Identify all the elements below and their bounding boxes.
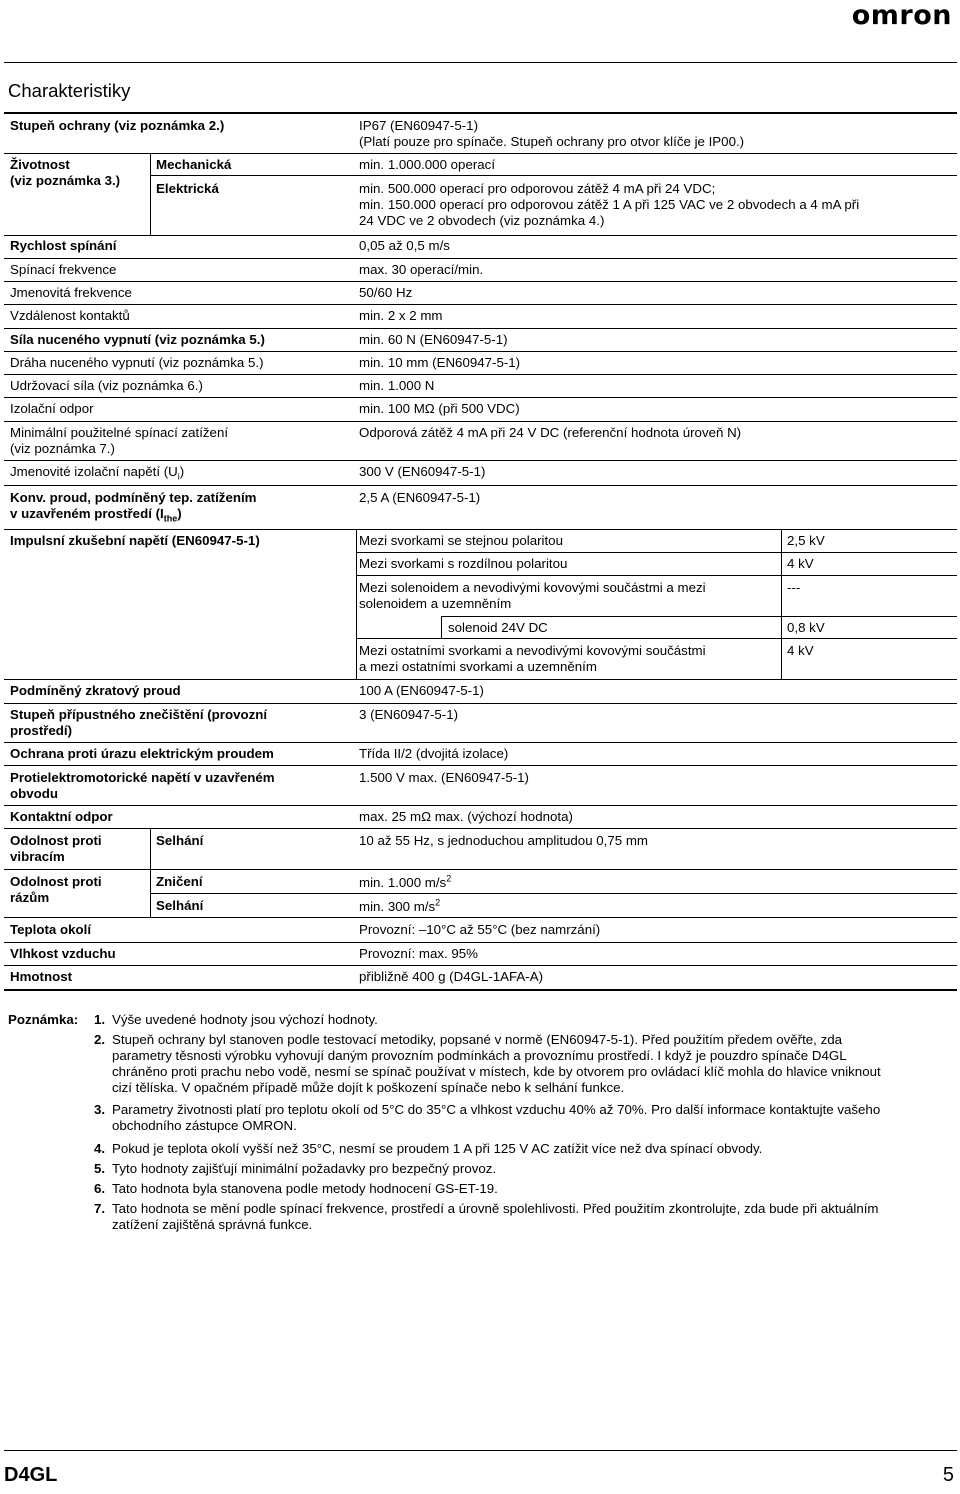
row-subdivider (150, 175, 957, 176)
row-label: Hmotnost (10, 969, 73, 984)
row-label: Vlhkost vzduchu (10, 946, 116, 961)
row-divider (4, 917, 957, 918)
row-divider (4, 965, 957, 966)
row-label: Jmenovitá frekvence (10, 285, 132, 300)
row-value: 50/60 Hz (359, 285, 413, 300)
row-label: Stupeň přípustného znečištění (provozní (10, 707, 268, 722)
row-label: Ochrana proti úrazu elektrickým proudem (10, 746, 274, 761)
row-divider (4, 258, 957, 259)
row-divider (4, 765, 957, 766)
row-label: Kontaktní odpor (10, 809, 113, 824)
row-divider (4, 703, 957, 704)
impulse-value: 4 kV (787, 556, 814, 571)
row-label: Podmíněný zkratový proud (10, 683, 181, 698)
row-value: Odporová zátěž 4 mA při 24 V DC (referenční hodnota úroveň N) (359, 425, 742, 440)
note-item: 7. Tato hodnota se mění podle spínací frekvence, prostředí a úrovně spolehlivosti. Před použitím zkontrolujte, zda bude při aktuálním zatížení zajištěná správná funkce. (94, 1201, 879, 1232)
row-divider (4, 351, 957, 352)
row-label: Vzdálenost kontaktů (10, 308, 130, 323)
row-value: Provozní: max. 95% (359, 946, 478, 961)
row-value: 300 V (EN60947-5-1) (359, 464, 486, 479)
row-label: rázům (10, 890, 50, 905)
row-value: min. 1.000 $m/s^2$ (359, 873, 452, 890)
row-divider (4, 828, 957, 829)
impulse-condition: Mezi svorkami s rozdílnou polaritou (359, 556, 568, 571)
row-value: 3 (EN60947-5-1) (359, 707, 459, 722)
impulse-condition: Mezi ostatními svorkami a nevodivými kovovými součástmi (359, 643, 706, 658)
row-value: min. 1.000 N (359, 378, 435, 393)
row-label: Minimální použitelné spínací zatížení (10, 425, 229, 440)
row-divider (4, 460, 957, 461)
row-label: Síla nuceného vypnutí (viz poznámka 5.) (10, 332, 265, 347)
row-sublabel: Zničení (156, 874, 203, 889)
row-divider (4, 304, 957, 305)
col-divider (150, 829, 151, 917)
impulse-condition: Mezi solenoidem a nevodivými kovovými součástmi a mezi (359, 580, 706, 595)
row-divider (4, 869, 957, 870)
note-item: 2. Stupeň ochrany byl stanoven podle testovací metodiky, popsané v normě (EN60947-5-1). Před použitím předem ověřte, zda parametry těsnosti výrobku vyhovují daným provozním podmínkách a provoznímu prostředí. I když je pouzdro spínače D4GL chráněno proti prachu nebo vodě, nesmí se spínač používat v místech, kde by otvorem pro ovládací klíč mohla do hlavice vniknout cizí tělíska. V opačném případě může dojít k poškození spínače nebo k selhání funkce. (94, 1032, 881, 1095)
row-subdivider (356, 638, 957, 639)
row-sublabel: Selhání (156, 833, 204, 848)
row-divider (4, 328, 957, 329)
row-label: Spínací frekvence (10, 262, 117, 277)
row-value: min. 2 x 2 mm (359, 308, 443, 323)
impulse-condition: solenoid 24V DC (448, 620, 548, 635)
col-divider (441, 616, 442, 638)
row-value: max. 25 mΩ max. (výchozí hodnota) (359, 809, 573, 824)
row-sublabel: Selhání (156, 898, 204, 913)
row-divider (4, 742, 957, 743)
row-value: min. 10 mm (EN60947-5-1) (359, 355, 521, 370)
row-divider (4, 397, 957, 398)
row-divider (4, 421, 957, 422)
impulse-value: --- (787, 580, 801, 595)
row-value: min. 300 $m/s^2$ (359, 897, 441, 914)
impulse-value: 0,8 kV (787, 620, 825, 635)
page-number: 5 (942, 1464, 954, 1486)
row-label: Životnost (10, 157, 70, 172)
row-label: Stupeň ochrany (viz poznámka 2.) (10, 118, 225, 133)
row-label: prostředí) (10, 723, 73, 738)
note-item: 3. Parametry životnosti platí pro teplotu okolí od 5°C do 35°C a vlhkost vzduchu 40% až 70%. Pro další informace kontaktujte vašeho obchodního zástupce OMRON. (94, 1102, 881, 1133)
row-label: Impulsní zkušební napětí (EN60947-5-1) (10, 533, 260, 548)
row-label: (viz poznámka 7.) (10, 441, 115, 456)
row-value: 0,05 až 0,5 m/s (359, 238, 450, 253)
row-divider (4, 805, 957, 806)
note-item: 6. Tato hodnota byla stanovena podle metody hodnocení GS-ET-19. (94, 1181, 498, 1196)
row-divider (4, 679, 957, 680)
row-divider (4, 235, 957, 236)
row-label: Dráha nuceného vypnutí (viz poznámka 5.) (10, 355, 264, 370)
table-bottom-border (4, 989, 957, 991)
footer-rule (4, 1450, 957, 1451)
impulse-condition: a mezi ostatními svorkami a uzemněním (359, 659, 597, 674)
row-value: min. 500.000 operací pro odporovou zátěž 4 mA při 24 VDC; (359, 181, 716, 196)
row-sublabel: Elektrická (156, 181, 219, 196)
row-divider (4, 374, 957, 375)
row-divider (4, 942, 957, 943)
row-label: v uzavřeném prostředí $(I_{the})$ (10, 506, 182, 524)
row-value: 1.500 V max. (EN60947-5-1) (359, 770, 529, 785)
row-divider (4, 529, 957, 530)
row-label: Udržovací síla (viz poznámka 6.) (10, 378, 203, 393)
row-subdivider (441, 616, 957, 617)
row-label: vibracím (10, 849, 65, 864)
row-value: 10 až 55 Hz, s jednoduchou amplitudou 0,75 mm (359, 833, 649, 848)
row-sublabel: Mechanická (156, 157, 232, 172)
row-value: 2,5 A (EN60947-5-1) (359, 490, 481, 505)
row-value: 100 A (EN60947-5-1) (359, 683, 484, 698)
row-value: max. 30 operací/min. (359, 262, 484, 277)
row-subdivider (356, 575, 957, 576)
row-divider (4, 153, 957, 154)
row-label: obvodu (10, 786, 59, 801)
row-value: (Platí pouze pro spínače. Stupeň ochrany pro otvor klíče je IP00.) (359, 134, 745, 149)
impulse-value: 2,5 kV (787, 533, 825, 548)
row-label: Odolnost proti (10, 874, 102, 889)
row-value: přibližně 400 g (D4GL-1AFA-A) (359, 969, 544, 984)
row-label: Odolnost proti (10, 833, 102, 848)
section-title: Charakteristiky (8, 80, 131, 101)
note-item: 5. Tyto hodnoty zajišťují minimální požadavky pro bezpečný provoz. (94, 1161, 497, 1176)
row-label: (viz poznámka 3.) (10, 173, 121, 188)
row-label: Konv. proud, podmíněný tep. zatížením (10, 490, 257, 505)
row-label: Rychlost spínání (10, 238, 117, 253)
row-value: min. 150.000 operací pro odporovou zátěž 1 A při 125 VAC ve 2 obvodech a 4 mA při (359, 197, 860, 212)
col-divider (150, 154, 151, 236)
header-rule (4, 62, 957, 63)
row-label: Teplota okolí (10, 922, 92, 937)
row-subdivider (150, 893, 957, 894)
row-label: Izolační odpor (10, 401, 94, 416)
omron-logo: omron (851, 0, 952, 31)
impulse-condition: solenoidem a uzemněním (359, 596, 512, 611)
row-divider (4, 485, 957, 486)
row-value: Třída II/2 (dvojitá izolace) (359, 746, 509, 761)
row-value: IP67 (EN60947-5-1) (359, 118, 478, 133)
row-label: Jmenovité izolační napětí $(U_i)$ (10, 464, 185, 482)
row-value: Provozní: –10°C až 55°C (bez namrzání) (359, 922, 601, 937)
impulse-value: 4 kV (787, 643, 814, 658)
impulse-condition: Mezi svorkami se stejnou polaritou (359, 533, 563, 548)
row-subdivider (356, 552, 957, 553)
row-value: min. 60 N (EN60947-5-1) (359, 332, 508, 347)
note-item: 4. Pokud je teplota okolí vyšší než 35°C, nesmí se proudem 1 A při 125 V AC zatížit více než dva spínací obvody. (94, 1141, 763, 1156)
row-value: min. 100 MΩ (při 500 VDC) (359, 401, 520, 416)
table-top-border (4, 112, 957, 114)
row-label: Protielektromotorické napětí v uzavřeném (10, 770, 275, 785)
row-value: min. 1.000.000 operací (359, 157, 496, 172)
footer-model: D4GL (4, 1464, 58, 1486)
notes-label: Poznámka: (8, 1012, 79, 1027)
row-value: 24 VDC ve 2 obvodech (viz poznámka 4.) (359, 213, 605, 228)
note-item: 1. Výše uvedené hodnoty jsou výchozí hodnoty. (94, 1012, 378, 1027)
row-divider (4, 281, 957, 282)
